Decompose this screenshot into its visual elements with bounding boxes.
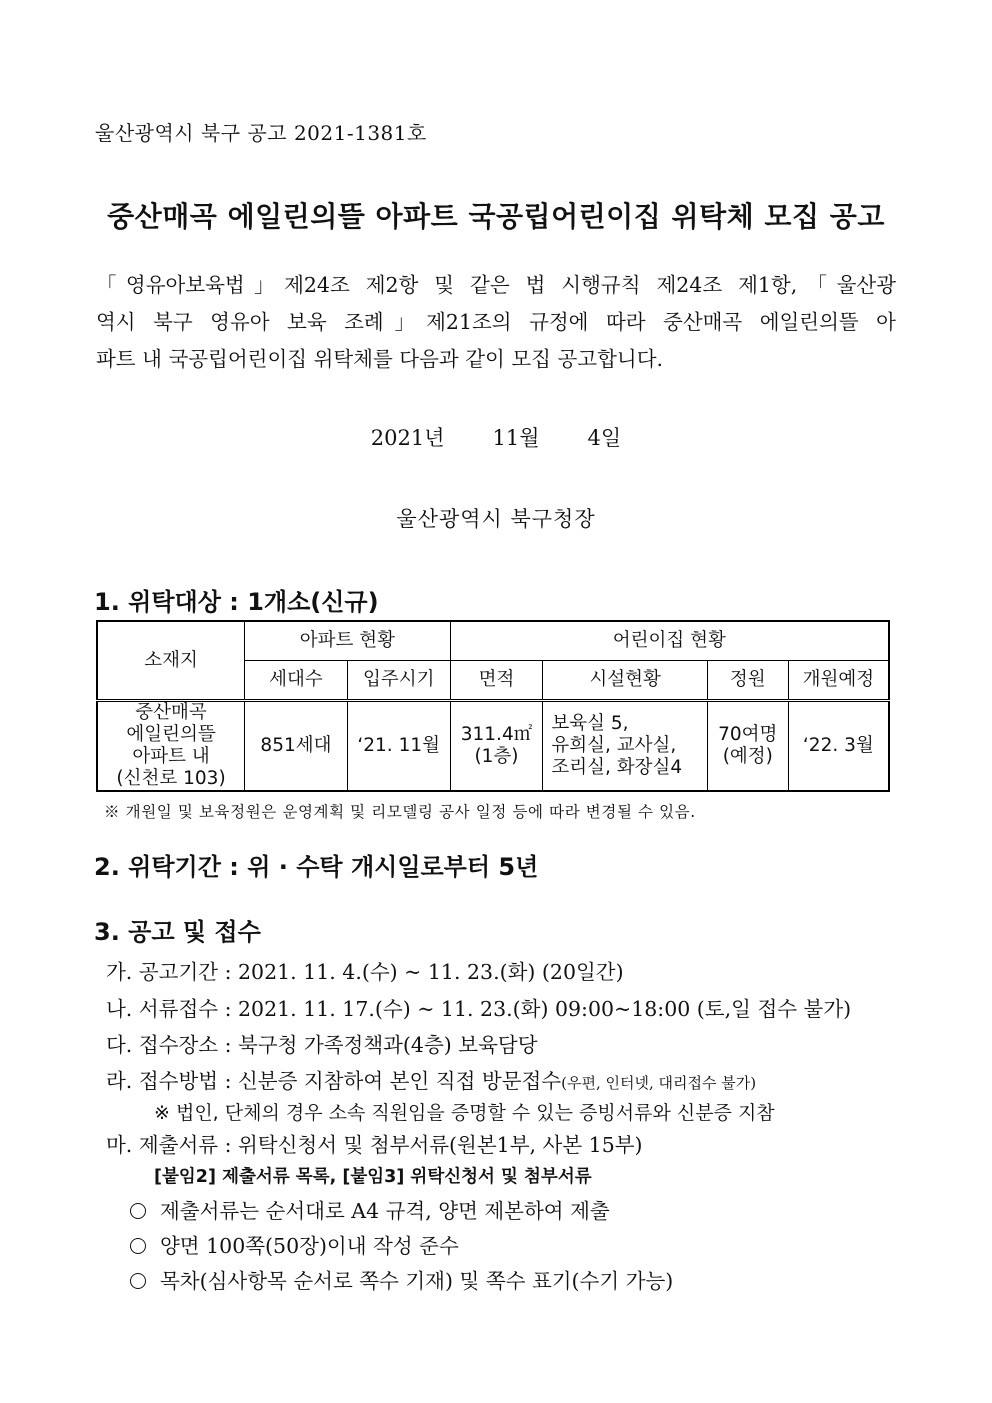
intro-line-3: 파트 내 국공립어린이집 위탁체를 다음과 같이 모집 공고합니다. xyxy=(96,347,664,371)
circle-bullet-icon xyxy=(130,1273,146,1289)
notice-number: 울산광역시 북구 공고 2021-1381호 xyxy=(95,121,427,145)
cell-opening: ‘22. 3월 xyxy=(788,701,889,792)
header-location: 소재지 xyxy=(97,621,245,701)
list-item-text: 목차(심사항목 순서로 쪽수 기재) 및 쪽수 표기(수기 가능) xyxy=(160,1269,674,1293)
facilities-line: 조리실, 화장실4 xyxy=(551,757,683,778)
date-day: 4일 xyxy=(587,426,622,450)
capacity-note: (예정) xyxy=(722,746,773,767)
table-header-row xyxy=(97,621,889,661)
intro-paragraph xyxy=(96,267,896,378)
header-move-in: 입주시기 xyxy=(347,661,450,701)
intro-line-1: 「영유아보육법」제24조 제2항 및 같은 법 시행규칙 제24조 제1항,「울산광 xyxy=(96,273,896,297)
submission-method-note: ※ 법인, 단체의 경우 소속 직원임을 증명할 수 있는 증빙서류와 신분증 지참 xyxy=(154,1102,775,1124)
area-floor: (1층) xyxy=(474,746,519,767)
page-title: 중산매곡 에일린의뜰 아파트 국공립어린이집 위탁체 모집 공고 xyxy=(107,200,885,233)
table-note: ※ 개원일 및 보육정원은 운영계획 및 리모델링 공사 일정 등에 따라 변경될 수 있음. xyxy=(104,803,696,821)
facility-table xyxy=(96,620,890,792)
required-documents: 마. 제출서류 : 위탁신청서 및 첨부서류(원본1부, 사본 15부) xyxy=(106,1133,643,1157)
submission-method-exclusions: (우편, 인터넷, 대리접수 불가) xyxy=(561,1074,757,1092)
list-item-text: 제출서류는 순서대로 A4 규격, 양면 제본하여 제출 xyxy=(160,1199,610,1223)
header-daycare: 어린이집 현황 xyxy=(450,621,889,661)
header-apartment: 아파트 현황 xyxy=(245,621,450,661)
document-submission-period: 나. 서류접수 : 2021. 11. 17.(수) ~ 11. 23.(화) 09:00~18:00 (토,일 접수 불가) xyxy=(106,997,852,1021)
announcement-period: 가. 공고기간 : 2021. 11. 4.(수) ~ 11. 23.(화) (20일간) xyxy=(106,960,624,984)
header-area: 면적 xyxy=(450,661,543,701)
facilities-line: 보육실 5, xyxy=(551,713,629,734)
cell-capacity xyxy=(707,701,788,792)
list-item xyxy=(130,1194,610,1224)
cell-households: 851세대 xyxy=(245,701,348,792)
header-opening: 개원예정 xyxy=(788,661,889,701)
submission-location: 다. 접수장소 : 북구청 가족정책과(4층) 보육담당 xyxy=(106,1033,538,1057)
list-item xyxy=(130,1264,673,1294)
notice-date xyxy=(0,422,992,452)
circle-bullet-icon xyxy=(130,1203,146,1219)
section-1-heading: 1. 위탁대상 : 1개소(신규) xyxy=(94,588,379,616)
cell-area xyxy=(450,701,543,792)
date-year: 2021년 xyxy=(370,426,445,450)
capacity-value: 70여명 xyxy=(718,724,778,745)
list-item xyxy=(130,1229,459,1259)
cell-move-in: ‘21. 11월 xyxy=(347,701,450,792)
facilities-line: 유희실, 교사실, xyxy=(551,735,677,756)
cell-location xyxy=(97,701,245,792)
submission-method-main: 라. 접수방법 : 신분증 지참하여 본인 직접 방문접수 xyxy=(106,1069,562,1093)
intro-line-2: 역시 북구 영유아 보육 조례」제21조의 규정에 따라 중산매곡 에일린의뜰 아 xyxy=(96,310,896,334)
header-capacity: 정원 xyxy=(707,661,788,701)
location-line: 아파트 내 xyxy=(132,746,210,767)
location-line: 중산매곡 xyxy=(135,702,207,723)
section-3-heading: 3. 공고 및 접수 xyxy=(94,918,261,946)
section-2-heading: 2. 위탁기간 : 위 · 수탁 개시일로부터 5년 xyxy=(94,853,539,881)
cell-facilities xyxy=(543,701,707,792)
location-line: (신천로 103) xyxy=(116,768,226,789)
header-facilities: 시설현황 xyxy=(543,661,707,701)
area-value: 311.4㎡ xyxy=(460,724,533,745)
date-month: 11월 xyxy=(492,426,540,450)
circle-bullet-icon xyxy=(130,1238,146,1254)
attachment-reference: [붙임2] 제출서류 목록, [붙임3] 위탁신청서 및 첨부서류 xyxy=(154,1167,592,1187)
submission-method xyxy=(106,1064,756,1094)
header-households: 세대수 xyxy=(245,661,348,701)
table-row xyxy=(97,701,889,792)
location-line: 에일린의뜰 xyxy=(126,724,216,745)
issuer: 울산광역시 북구청장 xyxy=(396,507,596,531)
list-item-text: 양면 100쪽(50장)이내 작성 준수 xyxy=(160,1234,459,1258)
